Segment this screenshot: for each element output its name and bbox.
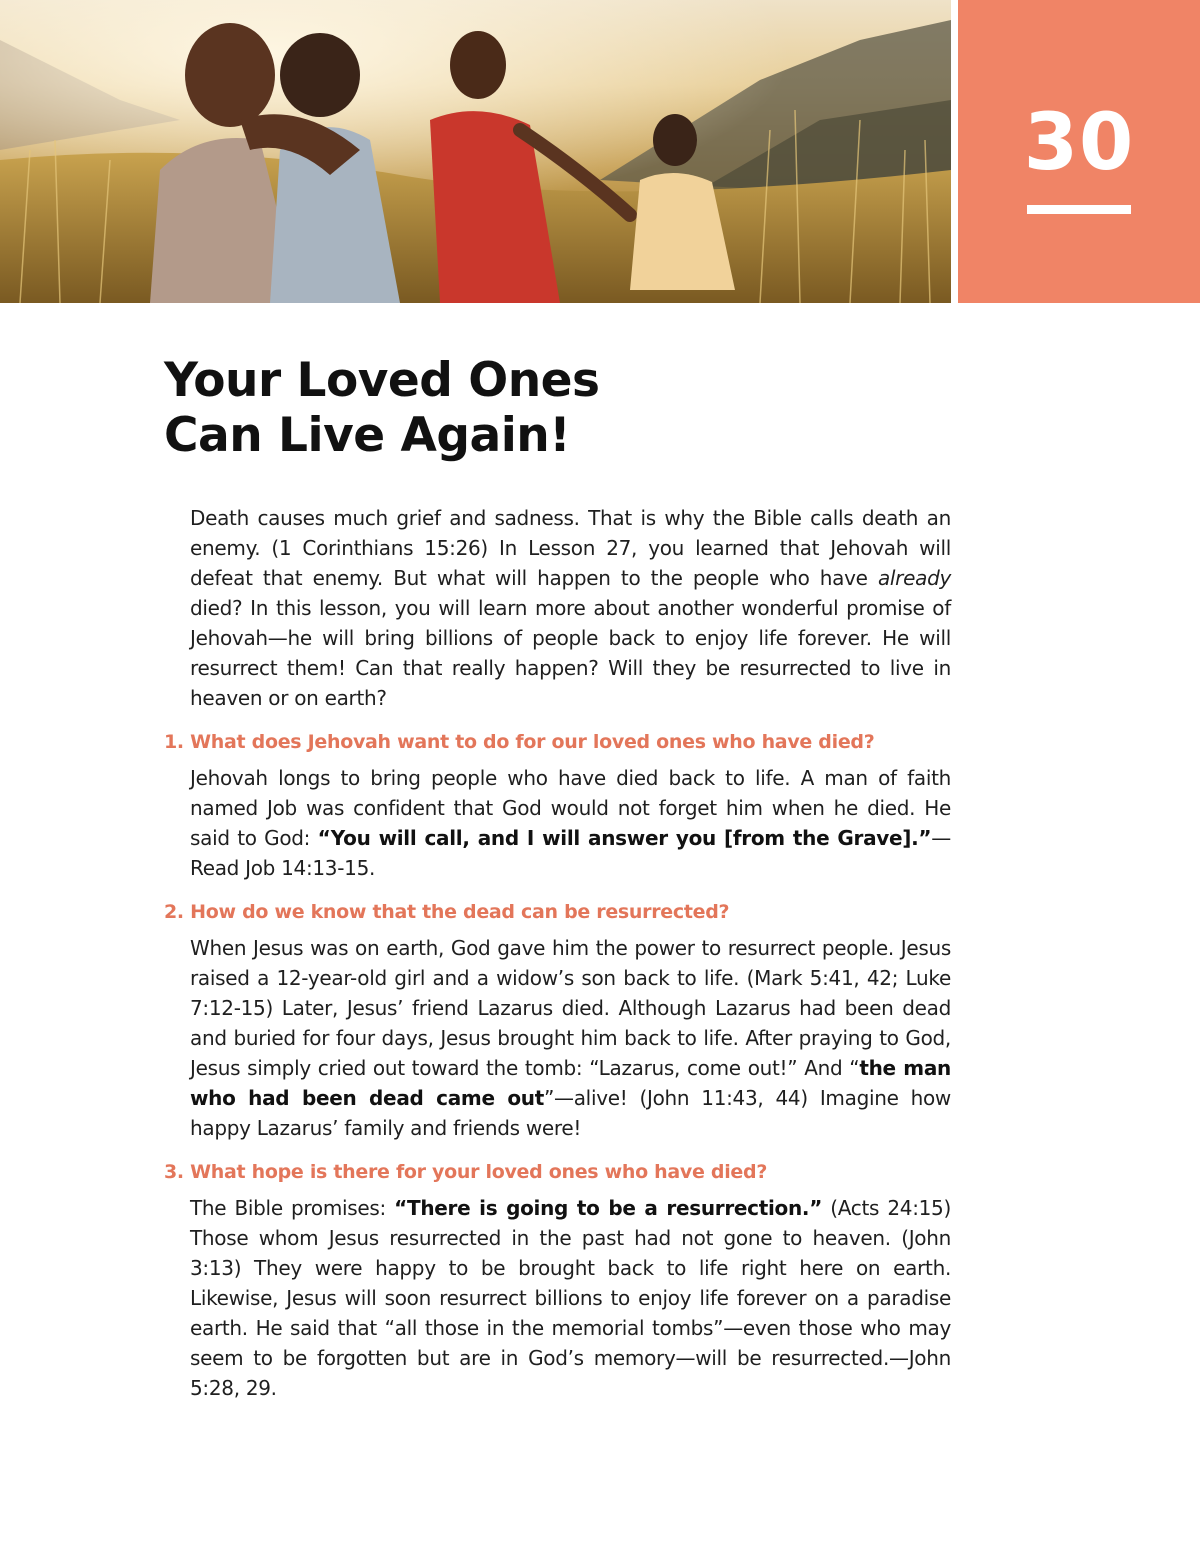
answer-2-text-a: When Jesus was on earth, God gave him the power to resurrect people. Jesus raised a 12-year-old girl and a widow’s son back to life. (Mark 5:41, 42; Luke 7:12-15) Later, Jesus’ friend Lazarus died. Although Lazarus had been dead and buried for four days, Jesus brought him back to life. After praying to God, Jesus simply cried out toward the tomb: “Lazarus, come out!” And “ <box>190 936 951 1080</box>
intro-text-1: Death causes much grief and sadness. That is why the Bible calls death an enemy. (1 Corinthians 15:26) In Lesson 27, you learned that Jehovah will defeat that enemy. But what will happen to the people who have <box>190 506 951 590</box>
answer-2-quote: the man who had been dead came out <box>190 1056 951 1110</box>
hero-photo <box>0 0 951 303</box>
family-in-meadow-illustration <box>0 0 951 303</box>
lesson-content <box>164 503 951 1403</box>
question-heading-2: 2. How do we know that the dead can be resurrected? <box>164 901 730 923</box>
lesson-number: 30 <box>1023 98 1135 188</box>
answer-paragraph-1 <box>190 763 951 883</box>
page-title <box>164 353 924 463</box>
question-heading-3: 3. What hope is there for your loved ones who have died? <box>164 1161 768 1183</box>
intro-emphasis: already <box>877 566 951 590</box>
answer-3-text-c: (Acts 24:15) Those whom Jesus resurrected in the past had not gone to heaven. (John 3:13) They were happy to be brought back to life right here on earth. Likewise, Jesus will soon resurrect billions to enjoy life forever on a paradise earth. He said that “all those in the memorial tombs”—even those who may seem to be forgotten but are in God’s memory—will be resurrected.—John 5:28, 29. <box>190 1196 951 1400</box>
answer-1-text-c: —Read Job 14:13-15. <box>190 826 951 880</box>
answer-2-text-c: ”—alive! (John 11:43, 44) Imagine how happy Lazarus’ family and friends were! <box>190 1086 951 1140</box>
question-heading-1: 1. What does Jehovah want to do for our loved ones who have died? <box>164 731 875 753</box>
answer-1-quote: “You will call, and I will answer you [from the Grave].” <box>317 826 932 850</box>
intro-paragraph <box>190 503 951 713</box>
intro-text-2: died? In this lesson, you will learn more about another wonderful promise of Jehovah—he will bring billions of people back to enjoy life forever. He will resurrect them! Can that really happen? Will they be resurrected to live in heaven or on earth? <box>190 596 951 710</box>
lesson-number-box <box>958 0 1200 303</box>
answer-paragraph-2 <box>190 933 951 1143</box>
answer-1-text-a: Jehovah longs to bring people who have died back to life. A man of faith named Job was confident that God would not forget him when he died. He said to God: <box>190 766 951 850</box>
answer-3-text-a: The Bible promises: <box>190 1196 395 1220</box>
title-line-1: Your Loved Ones <box>164 353 600 408</box>
lesson-number-underline <box>1027 205 1131 214</box>
title-line-2: Can Live Again! <box>164 408 571 463</box>
answer-3-quote: “There is going to be a resurrection.” <box>394 1196 823 1220</box>
answer-paragraph-3 <box>190 1193 951 1403</box>
